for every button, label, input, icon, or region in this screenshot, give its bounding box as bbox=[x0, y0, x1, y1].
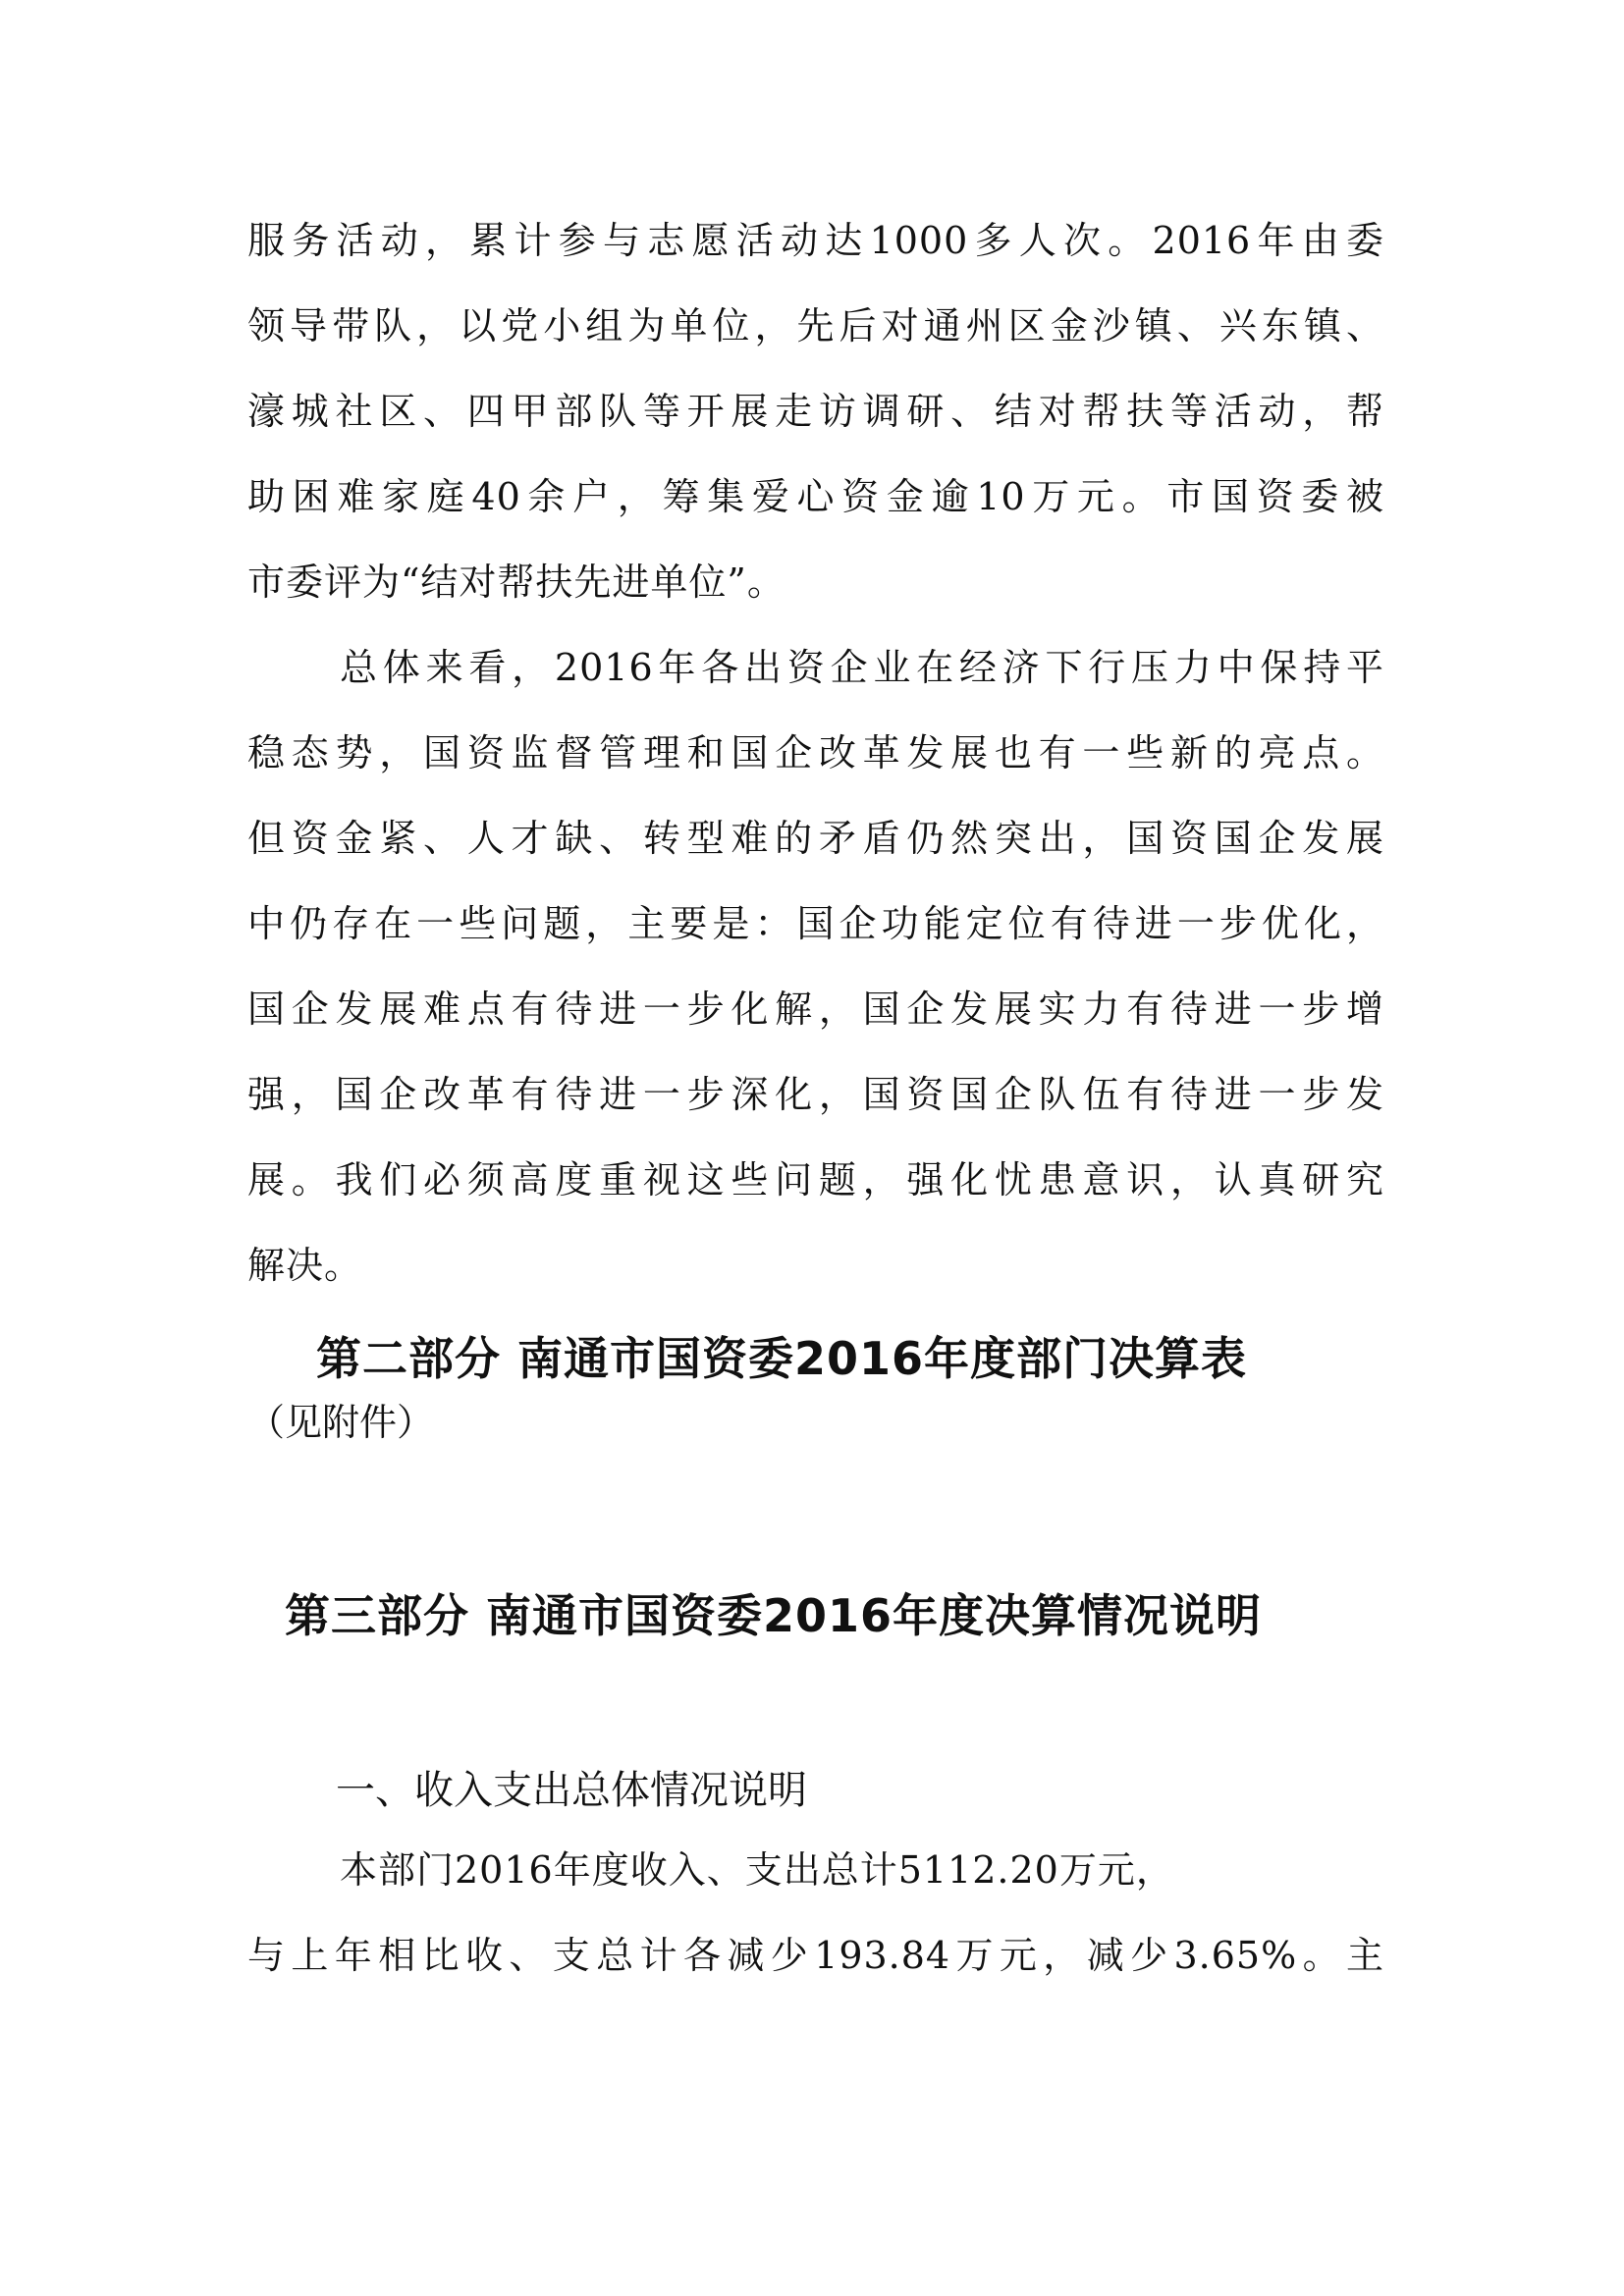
paragraph-overall-summary bbox=[247, 625, 1384, 1308]
text-line: 国企发展难点有待进一步化解，国企发展实力有待进一步增 bbox=[247, 988, 1384, 1031]
part2-heading: 第二部分 南通市国资委2016年度部门决算表 bbox=[316, 1332, 1248, 1385]
text-line: 领导带队，以党小组为单位，先后对通州区金沙镇、兴东镇、 bbox=[247, 304, 1384, 347]
text-line: 中仍存在一些问题，主要是：国企功能定位有待进一步优化， bbox=[247, 902, 1384, 945]
text-line: 解决。 bbox=[247, 1244, 363, 1287]
paragraph-volunteer-service bbox=[247, 198, 1384, 625]
text-line: 市委评为“结对帮扶先进单位”。 bbox=[247, 561, 785, 604]
text-line: 强，国企改革有待进一步深化，国资国企队伍有待进一步发 bbox=[247, 1073, 1384, 1116]
part2-attachment-note: （见附件） bbox=[247, 1401, 435, 1444]
part3-heading: 第三部分 南通市国资委2016年度决算情况说明 bbox=[285, 1589, 1263, 1642]
section1-heading: 一、收入支出总体情况说明 bbox=[336, 1768, 807, 1813]
text-line: 与上年相比收、支总计各减少193.84万元，减少3.65%。主 bbox=[247, 1934, 1384, 1977]
text-line: 总体来看，2016年各出资企业在经济下行压力中保持平 bbox=[340, 646, 1384, 689]
text-line: 稳态势，国资监督管理和国企改革发展也有一些新的亮点。 bbox=[247, 731, 1384, 774]
text-line: 但资金紧、人才缺、转型难的矛盾仍然突出，国资国企发展 bbox=[247, 817, 1384, 860]
text-line: 本部门2016年度收入、支出总计5112.20万元， bbox=[340, 1848, 1174, 1892]
text-line: 展。我们必须高度重视这些问题，强化忧患意识，认真研究 bbox=[247, 1158, 1384, 1201]
text-line: 助困难家庭40余户，筹集爱心资金逾10万元。市国资委被 bbox=[247, 475, 1384, 518]
paragraph-income-expenditure bbox=[247, 1828, 1384, 1999]
text-line: 服务活动，累计参与志愿活动达1000多人次。2016年由委 bbox=[247, 219, 1384, 262]
text-line: 濠城社区、四甲部队等开展走访调研、结对帮扶等活动，帮 bbox=[247, 390, 1384, 433]
